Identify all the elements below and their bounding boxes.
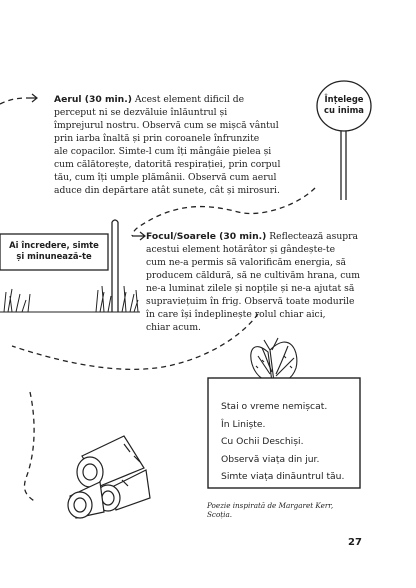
page-number: 27 bbox=[348, 537, 362, 548]
fire-text-line: acestui element hotărâtor și gândește-te bbox=[146, 244, 336, 255]
arrow-icon bbox=[26, 94, 37, 102]
dashed-path-top bbox=[0, 98, 26, 104]
fire-text-line: ne-a luminat zilele și nopțile și ne-a ajutat să bbox=[146, 283, 355, 294]
logs-illustration bbox=[68, 436, 150, 518]
fire-text-line: în care își îndeplinește rolul chiar aici, bbox=[146, 309, 326, 320]
fire-text-line: supraviețuim în frig. Observă toate modurile bbox=[146, 296, 355, 307]
signpost-left bbox=[0, 220, 118, 312]
air-text-line: perceput ni se dezvăluie înlăuntrul și bbox=[54, 107, 228, 118]
fire-text-line: cum ne-a permis să valorificăm energia, să bbox=[146, 257, 347, 268]
fire-text-line: Reflectează asupra bbox=[266, 231, 359, 242]
poem-line: Cu Ochii Deschiși. bbox=[221, 436, 304, 448]
sign-right-text bbox=[317, 94, 371, 116]
poem-line: În Liniște. bbox=[221, 418, 266, 430]
fire-heading: Focul/Soarele (30 min.) bbox=[146, 231, 267, 242]
poem-credit: Poezie inspirată de Margaret Kerr, Scoția. bbox=[207, 501, 334, 519]
fire-text-line: chiar acum. bbox=[146, 322, 201, 333]
poem-line: Observă viața din jur. bbox=[221, 453, 320, 465]
sign-left-text bbox=[2, 240, 106, 262]
sign-left-line: Ai încredere, simte bbox=[9, 240, 99, 250]
poem-line: Simte viața dinăuntrul tău. bbox=[221, 471, 345, 483]
grass bbox=[0, 286, 140, 312]
fire-text-line: producem căldură, să ne cultivăm hrana, cum bbox=[146, 270, 361, 281]
air-text-line: cum călătorește, datorită respirației, prin corpul bbox=[54, 159, 281, 170]
fire-paragraph bbox=[146, 230, 360, 334]
air-text-line: aduce din depărtare atât sunete, cât și mirosuri. bbox=[54, 185, 280, 196]
sign-left-line: și minunează-te bbox=[16, 251, 92, 261]
air-text-line: tău, cum îți umple plămânii. Observă cum aerul bbox=[54, 172, 277, 183]
air-paragraph bbox=[54, 93, 280, 197]
air-text-line: Acest element dificil de bbox=[131, 94, 245, 105]
sign-right-line: Înțelege bbox=[324, 94, 364, 104]
sign-right-line: cu inima bbox=[324, 105, 364, 115]
dashed-path-bottom bbox=[24, 392, 36, 502]
arrow-icon bbox=[132, 232, 145, 240]
air-text-line: prin iarba înaltă și prin coroanele înfrunzite bbox=[54, 133, 260, 144]
poem bbox=[221, 398, 344, 486]
air-heading: Aerul (30 min.) bbox=[54, 94, 132, 105]
poem-line: Stai o vreme nemișcat. bbox=[221, 401, 328, 412]
air-text-line: ale copacilor. Simte-l cum îți mângâie pielea și bbox=[54, 146, 272, 157]
air-text-line: împrejurul nostru. Observă cum se mișcă vântul bbox=[54, 120, 279, 131]
